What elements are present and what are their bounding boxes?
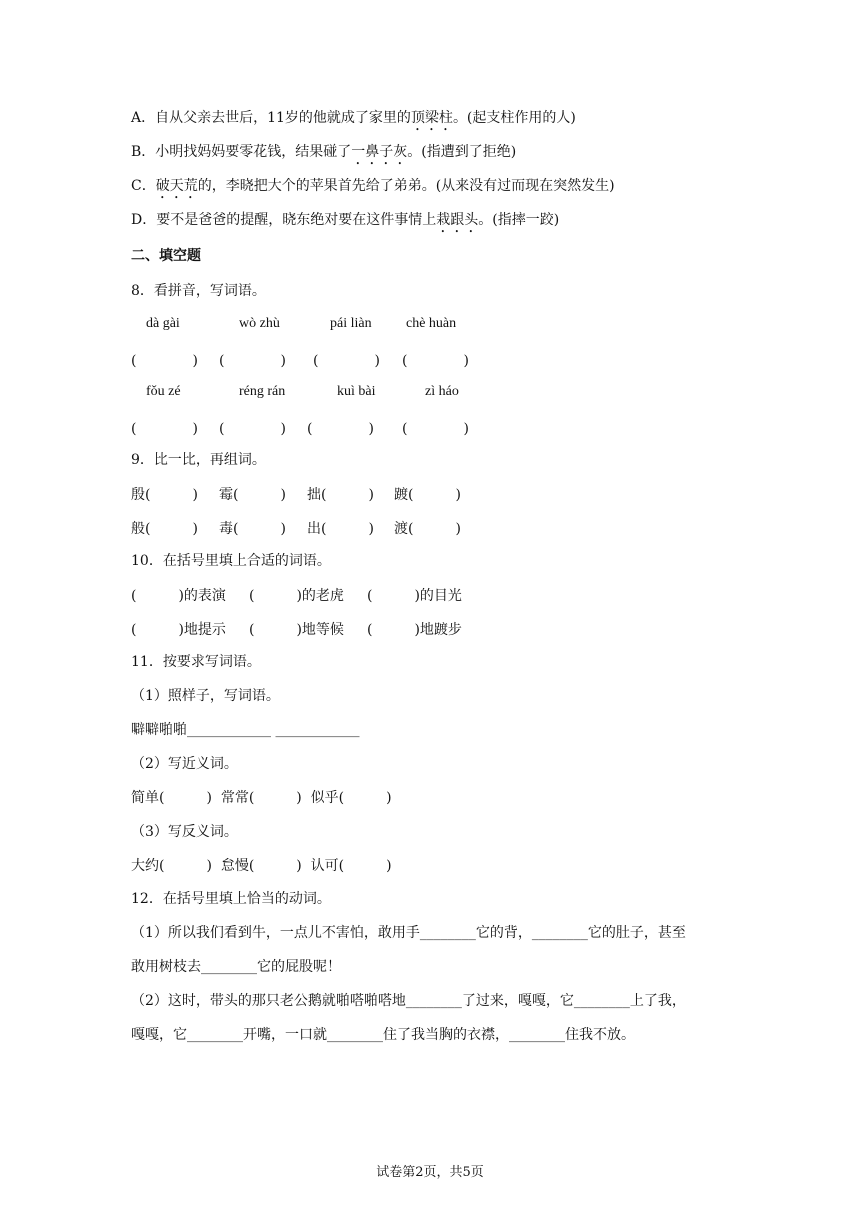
pinyin: fǒu zé [146, 384, 181, 399]
option-d-word: 栽跟头 [436, 212, 479, 228]
char-compare-item[interactable]: 霉( ) [219, 487, 286, 503]
q11-part1-line[interactable]: 噼噼啪啪____________ ____________ [131, 722, 360, 738]
pinyin: kuì bài [337, 384, 376, 399]
option-c-note: 的，李晓把大个的苹果首先给了弟弟。(从来没有过而现在突然发生) [197, 178, 615, 194]
option-c-word: 破天荒 [155, 178, 198, 194]
q11-part1-title: （1）照样子，写词语。 [131, 688, 280, 704]
q8-title: 8．看拼音，写词语。 [131, 283, 266, 299]
q11-title: 11．按要求写词语。 [131, 654, 261, 670]
q12-part2-line1[interactable]: （2）这时，带头的那只老公鹅就啪嗒啪嗒地________了过来，嘎嘎，它________上了我， [131, 993, 686, 1009]
option-a [131, 108, 576, 134]
q12-part1-line2[interactable]: 敢用树枝去________它的屁股呢！ [131, 959, 341, 975]
phrase-blank[interactable]: ( )的目光 [367, 588, 462, 604]
char-compare-item[interactable]: 渡( ) [394, 521, 461, 537]
option-a-text: A．自从父亲去世后，11岁的他就成了家里的 [131, 110, 411, 126]
answer-blank[interactable]: ( ) [313, 353, 380, 369]
q12-title: 12．在括号里填上恰当的动词。 [131, 891, 331, 907]
q12-part2-line2[interactable]: 嘎嘎，它________开嘴，一口就________住了我当胸的衣襟，________住我不放。 [131, 1027, 635, 1043]
phrase-blank[interactable]: ( )的老虎 [249, 588, 344, 604]
char-compare-item[interactable]: 般( ) [131, 521, 198, 537]
q11-part3-title: （3）写反义词。 [131, 824, 238, 840]
char-compare-item[interactable]: 踱( ) [394, 487, 461, 503]
char-compare-item[interactable]: 出( ) [307, 521, 374, 537]
answer-blank[interactable]: ( ) [307, 421, 374, 437]
answer-blank[interactable]: ( ) [131, 353, 198, 369]
answer-blank[interactable]: ( ) [402, 353, 469, 369]
pinyin: zì háo [425, 384, 459, 399]
option-c-text: C． [131, 178, 156, 194]
char-compare-item[interactable]: 毒( ) [219, 521, 286, 537]
answer-blank[interactable]: ( ) [131, 421, 198, 437]
option-b [131, 142, 516, 168]
pinyin: wò zhù [239, 316, 280, 331]
option-d [131, 210, 559, 236]
option-b-note: 。(指遭到了拒绝) [407, 144, 517, 160]
option-b-word: 一鼻子灰 [351, 144, 408, 160]
phrase-blank[interactable]: ( )地踱步 [367, 622, 462, 638]
option-c [131, 176, 615, 202]
option-d-text: D．要不是爸爸的提醒，晓东绝对要在这件事情上 [131, 212, 437, 228]
q11-part2-title: （2）写近义词。 [131, 756, 238, 772]
page-footer: 试卷第2页，共5页 [376, 1165, 484, 1180]
option-b-text: B．小明找妈妈要零花钱，结果碰了 [131, 144, 352, 160]
q12-part1-line1[interactable]: （1）所以我们看到牛，一点儿不害怕，敢用手________它的背，________它的肚子，甚至 [131, 925, 686, 941]
option-d-note: 。(指摔一跤) [478, 212, 560, 228]
q11-part2-line[interactable]: 简单( ) 常常( ) 似乎( ) [131, 790, 392, 806]
answer-blank[interactable]: ( ) [219, 421, 286, 437]
answer-blank[interactable]: ( ) [402, 421, 469, 437]
pinyin: pái liàn [330, 316, 372, 331]
char-compare-item[interactable]: 拙( ) [307, 487, 374, 503]
pinyin: réng rán [239, 384, 286, 399]
answer-blank[interactable]: ( ) [219, 353, 286, 369]
phrase-blank[interactable]: ( )地提示 [131, 622, 226, 638]
q10-title: 10．在括号里填上合适的词语。 [131, 553, 331, 569]
pinyin: dà gài [146, 316, 180, 331]
pinyin: chè huàn [406, 316, 457, 331]
q11-part3-line[interactable]: 大约( ) 怠慢( ) 认可( ) [131, 858, 392, 874]
section-title: 二、填空题 [131, 248, 201, 264]
q9-title: 9．比一比，再组词。 [131, 452, 266, 468]
char-compare-item[interactable]: 殷( ) [131, 487, 198, 503]
option-a-word: 顶梁柱 [410, 110, 453, 126]
option-a-note: 。(起支柱作用的人) [452, 110, 576, 126]
phrase-blank[interactable]: ( )的表演 [131, 588, 226, 604]
phrase-blank[interactable]: ( )地等候 [249, 622, 344, 638]
